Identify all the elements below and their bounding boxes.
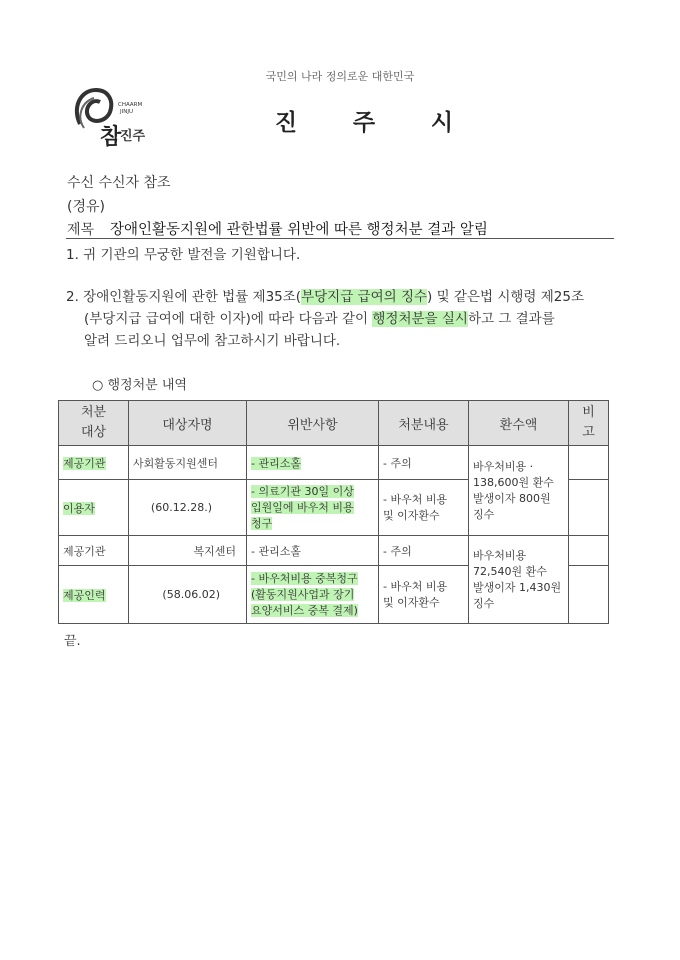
para2-line-2 — [66, 308, 626, 330]
slogan: 국민의 나라 정의로운 대한민국 — [265, 70, 415, 83]
org-char: 시 — [430, 110, 456, 136]
cell-refund: 바우처비용 · 138,600원 환수 발생이자 800원 징수 — [469, 446, 569, 536]
table-row — [59, 536, 609, 566]
section-title: ○ 행정처분 내역 — [92, 378, 187, 393]
header-name: 대상자명 — [129, 401, 247, 446]
svg-text:JINJU: JINJU — [120, 109, 134, 115]
cell-note — [569, 536, 609, 566]
cell-action: - 바우처 비용 및 이자환수 — [379, 480, 469, 536]
cell-target — [59, 446, 129, 480]
paragraph-2 — [66, 286, 626, 352]
cell-violation: - 관리소홀 — [247, 536, 379, 566]
highlight-mark: 이용자 — [63, 501, 95, 515]
table-header-row — [59, 401, 609, 446]
header-action: 처분내용 — [379, 401, 469, 446]
org-char: 진 — [274, 110, 300, 136]
cell-violation — [247, 566, 379, 624]
cell-name: 사회활동지원센터 — [129, 446, 247, 480]
cell-refund: 바우처비용 72,540원 환수 발생이자 1,430원 징수 — [469, 536, 569, 624]
via-line: (경유) — [67, 199, 105, 215]
para2-text: (부당지급 급여에 대한 이자)에 따라 다음과 같이 — [84, 311, 373, 327]
org-char: 주 — [352, 110, 378, 136]
highlight-mark: - 관리소홀 — [251, 456, 301, 470]
cell-action: - 바우처 비용 및 이자환수 — [379, 566, 469, 624]
para2-text: 2. 장애인활동지원에 관한 법률 제35조( — [66, 289, 302, 305]
para2-line-3: 알려 드리오니 업무에 참고하시기 바랍니다. — [84, 333, 341, 349]
subject-label: 제목 — [67, 222, 95, 238]
subject-divider — [66, 238, 614, 239]
svg-text:CHAARM: CHAARM — [118, 102, 143, 108]
para2-text: 하고 그 결과를 — [467, 311, 555, 327]
cell-violation — [247, 480, 379, 536]
cell-note — [569, 566, 609, 624]
recipient-line: 수신 수신자 참조 — [67, 175, 171, 191]
svg-text:진주: 진주 — [120, 129, 146, 144]
highlight-mark: 제공기관 — [63, 456, 106, 470]
cell-action: - 주의 — [379, 446, 469, 480]
header-target: 처분 대상 — [59, 401, 129, 446]
cell-name: (58.06.02) — [129, 566, 247, 624]
highlight-mark: 부당지급 급여의 징수 — [301, 289, 428, 305]
cell-name: (60.12.28.) — [129, 480, 247, 536]
cell-note — [569, 480, 609, 536]
city-logo — [66, 84, 146, 150]
cell-target — [59, 566, 129, 624]
cell-target: 제공기관 — [59, 536, 129, 566]
cell-action: - 주의 — [379, 536, 469, 566]
subject-text: 장애인활동지원에 관한법률 위반에 따른 행정처분 결과 알림 — [110, 222, 488, 238]
disposition-table — [58, 400, 609, 624]
highlight-mark: - 의료기관 30일 이상 입원일에 바우처 비용 청구 — [251, 484, 354, 530]
cell-target — [59, 480, 129, 536]
para2-text: ) 및 같은법 시행령 제25조 — [427, 289, 585, 305]
svg-text:참: 참 — [100, 125, 122, 150]
paragraph-1: 1. 귀 기관의 무궁한 발전을 기원합니다. — [66, 247, 301, 263]
highlight-mark: - 바우처비용 중복청구 (활동지원사업과 장기 요양서비스 중복 결제) — [251, 571, 358, 617]
header-note: 비 고 — [569, 401, 609, 446]
org-name — [248, 104, 482, 137]
cell-name: 복지센터 — [129, 536, 247, 566]
end-mark: 끝. — [64, 634, 81, 649]
cell-note — [569, 446, 609, 480]
table-row — [59, 446, 609, 480]
header-violation: 위반사항 — [247, 401, 379, 446]
highlight-mark: 행정처분을 실시 — [372, 311, 468, 327]
header-refund: 환수액 — [469, 401, 569, 446]
highlight-mark: 제공인력 — [63, 588, 106, 602]
cell-violation — [247, 446, 379, 480]
